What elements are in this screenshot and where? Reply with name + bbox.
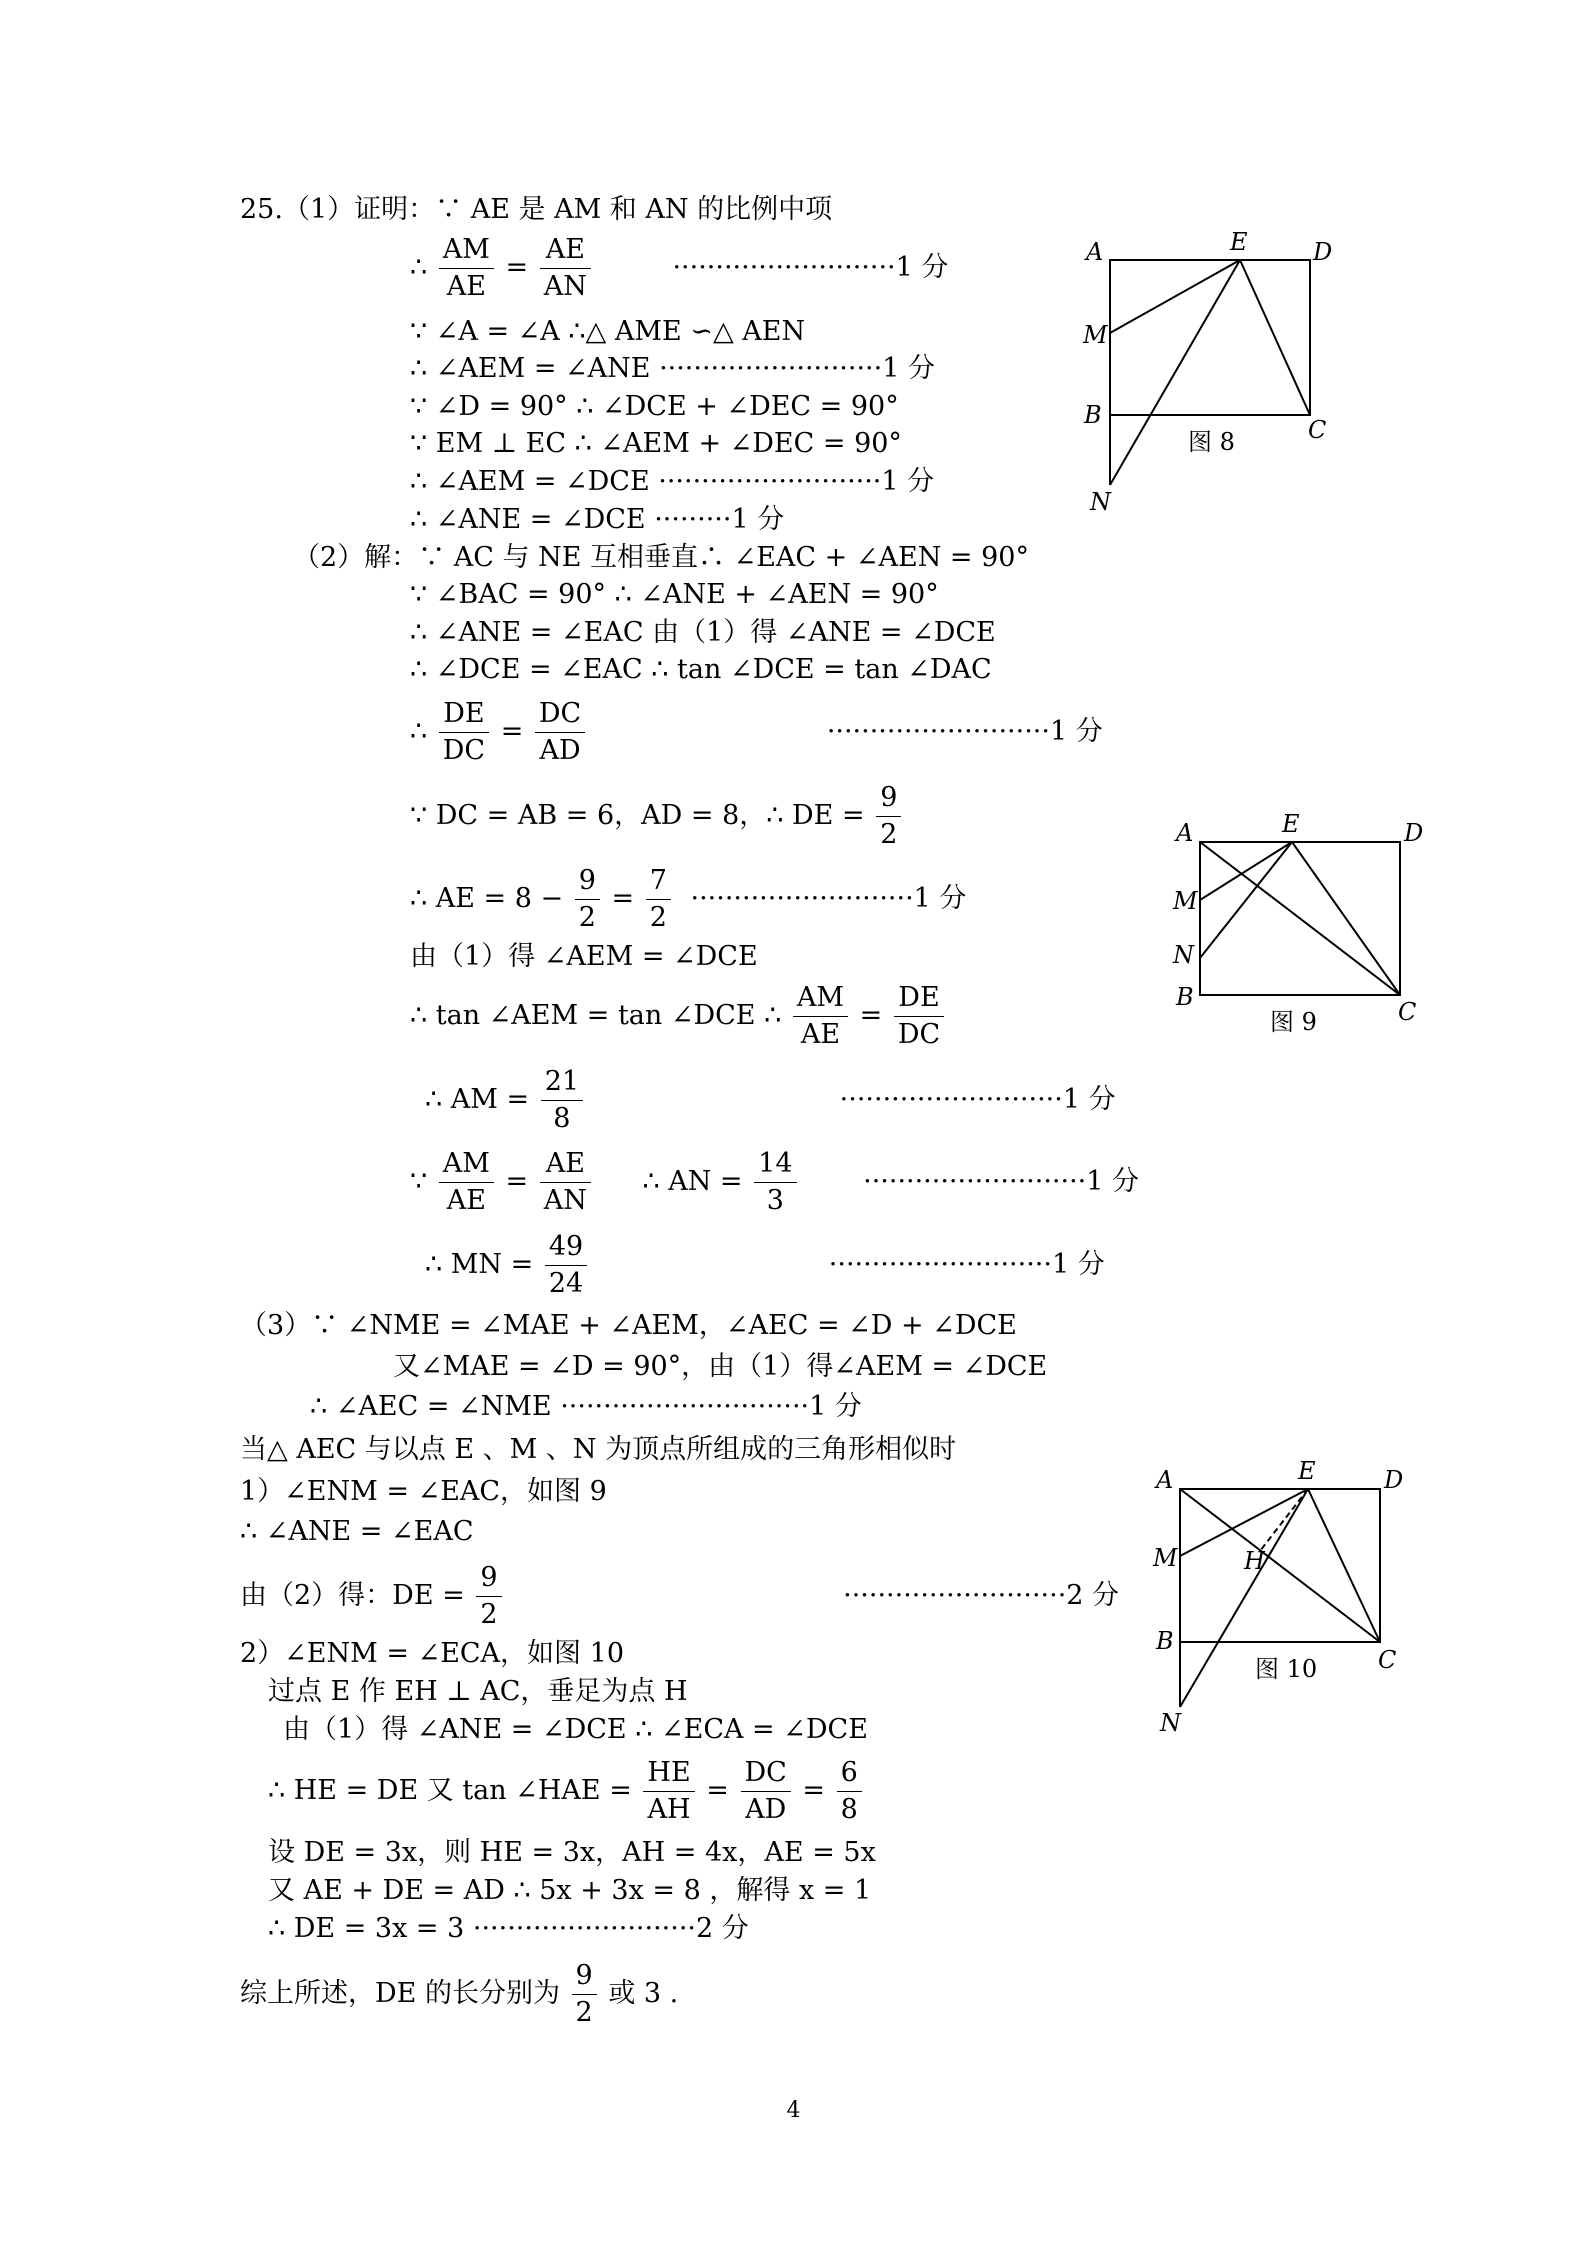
- ae-value-line: ∴ AE = 8 − $\frac{9}{2}$ = $\frac{7}{2}$ ··························1 分: [410, 865, 967, 933]
- p3-line: （3）∵ ∠NME = ∠MAE + ∠AEM，∠AEC = ∠D + ∠DCE: [240, 1310, 1017, 1341]
- p2-line: （2）解：∵ AC 与 NE 互相垂直∴ ∠EAC + ∠AEN = 90°: [293, 542, 1029, 573]
- fig8-label-d: D: [1313, 238, 1333, 266]
- ratio-line: ∴ $\frac{DE}{DC}$ = $\frac{DC}{AD}$ ··························1 分: [410, 696, 1103, 769]
- fraction-9-2: $\frac{9}{2}$: [876, 780, 901, 853]
- fig9-label-m: M: [1173, 887, 1198, 915]
- figure-10: [1150, 1455, 1430, 1759]
- fig9-label-e: E: [1282, 810, 1300, 838]
- p3-line: 过点 E 作 EH ⊥ AC，垂足为点 H: [268, 1676, 688, 1707]
- fig9-label-b: B: [1176, 983, 1194, 1011]
- fig10-label-c: C: [1378, 1646, 1397, 1674]
- fig8-label-c: C: [1308, 416, 1327, 444]
- fig9-label-n: N: [1173, 941, 1194, 969]
- p3-line: 设 DE = 3x，则 HE = 3x，AH = 4x，AE = 5x: [268, 1837, 876, 1868]
- fig9-label-a: A: [1176, 819, 1194, 847]
- fig10-label-n: N: [1160, 1709, 1181, 1737]
- fraction-am-ae: $\frac{AM}{AE}$: [439, 232, 494, 305]
- figure-8: [1080, 230, 1340, 534]
- fig8-label-m: M: [1083, 321, 1108, 349]
- fig10-caption: 图 10: [1255, 1655, 1318, 1683]
- p2-line: ∵ ∠BAC = 90° ∴ ∠ANE + ∠AEN = 90°: [410, 579, 939, 610]
- p1-line: ∵ ∠A = ∠A ∴△ AME ∽△ AEN: [410, 316, 806, 347]
- fraction-dc-ad: $\frac{DC}{AD}$: [535, 696, 585, 769]
- fig10-label-b: B: [1156, 1627, 1174, 1655]
- p3-line: 由（1）得 ∠ANE = ∠DCE ∴ ∠ECA = ∠DCE: [283, 1714, 868, 1745]
- p2-from1: 由（1）得 ∠AEM = ∠DCE: [410, 941, 758, 972]
- fig9-label-d: D: [1404, 819, 1424, 847]
- p1-line: ∴ ∠ANE = ∠DCE ·········1 分: [410, 504, 785, 535]
- conclusion-line: 综上所述，DE 的长分别为 $\frac{9}{2}$ 或 3 .: [240, 1960, 679, 2028]
- p1-line: ∵ EM ⊥ EC ∴ ∠AEM + ∠DEC = 90°: [410, 428, 902, 459]
- an-value-line: ∵ $\frac{AM}{AE}$ = $\frac{AE}{AN}$ ∴ AN = $\frac{14}{3}$ ··························1 分: [410, 1148, 1140, 1216]
- mn-value-line: ∴ MN = $\frac{49}{24}$ ··························1 分: [425, 1231, 1105, 1299]
- fraction-ae-an: $\frac{AE}{AN}$: [540, 232, 591, 305]
- proportion-line: ∴ $\frac{AM}{AE}$ = $\frac{AE}{AN}$ ··························1 分: [410, 232, 948, 305]
- fig8-label-e: E: [1230, 228, 1248, 256]
- fig10-label-m: M: [1153, 1544, 1178, 1572]
- fig10-label-a: A: [1156, 1466, 1174, 1494]
- fig8-label-n: N: [1090, 488, 1111, 516]
- tan-line: ∴ tan ∠AEM = tan ∠DCE ∴ $\frac{AM}{AE}$ = $\frac{DE}{DC}$: [410, 980, 947, 1053]
- p1-line: ∵ ∠D = 90° ∴ ∠DCE + ∠DEC = 90°: [410, 391, 899, 422]
- page-number: 4: [786, 2098, 801, 2123]
- fig10-label-d: D: [1384, 1466, 1404, 1494]
- fig8-label-b: B: [1084, 401, 1102, 429]
- fraction-de-dc: $\frac{DE}{DC}$: [439, 696, 489, 769]
- p3-line: 1）∠ENM = ∠EAC，如图 9: [240, 1476, 607, 1507]
- problem-header: 25.（1）证明：∵ AE 是 AM 和 AN 的比例中项: [240, 194, 833, 225]
- p3-line: ∴ ∠AEC = ∠NME ·····························1 分: [310, 1391, 862, 1422]
- fig9-label-c: C: [1398, 998, 1417, 1026]
- fig9-caption: 图 9: [1270, 1008, 1317, 1036]
- p3-line: ∴ DE = 3x = 3 ··························2 分: [268, 1913, 749, 1944]
- p3-line: 当△ AEC 与以点 E 、M 、N 为顶点所组成的三角形相似时: [240, 1434, 957, 1465]
- p3-line: 又∠MAE = ∠D = 90°，由（1）得∠AEM = ∠DCE: [393, 1351, 1048, 1382]
- p1-line: ∴ ∠AEM = ∠ANE ··························1 分: [410, 353, 935, 384]
- am-value-line: ∴ AM = $\frac{21}{8}$ ··························1 分: [425, 1066, 1116, 1134]
- de-value-line: ∵ DC = AB = 6，AD = 8，∴ DE = $\frac{9}{2}$: [410, 780, 904, 853]
- p1-line: ∴ ∠AEM = ∠DCE ··························1 分: [410, 466, 935, 497]
- p2-line: ∴ ∠DCE = ∠EAC ∴ tan ∠DCE = tan ∠DAC: [410, 654, 992, 685]
- fig8-caption: 图 8: [1188, 428, 1235, 456]
- figure-9: [1170, 808, 1440, 1052]
- fig10-label-e: E: [1298, 1457, 1316, 1485]
- fig10-label-h: H: [1244, 1547, 1265, 1575]
- p3-line: 2）∠ENM = ∠ECA，如图 10: [240, 1638, 624, 1669]
- p3-line: 又 AE + DE = AD ∴ 5x + 3x = 8 ，解得 x = 1: [268, 1875, 872, 1906]
- p3-line: ∴ ∠ANE = ∠EAC: [240, 1516, 474, 1547]
- fig8-label-a: A: [1086, 238, 1104, 266]
- p3-de-line: 由（2）得：DE = $\frac{9}{2}$ ··························2 分: [240, 1562, 1120, 1630]
- he-line: ∴ HE = DE 又 tan ∠HAE = $\frac{HE}{AH}$ = $\frac{DC}{AD}$ = $\frac{6}{8}$: [268, 1755, 865, 1828]
- p2-line: ∴ ∠ANE = ∠EAC 由（1）得 ∠ANE = ∠DCE: [410, 617, 996, 648]
